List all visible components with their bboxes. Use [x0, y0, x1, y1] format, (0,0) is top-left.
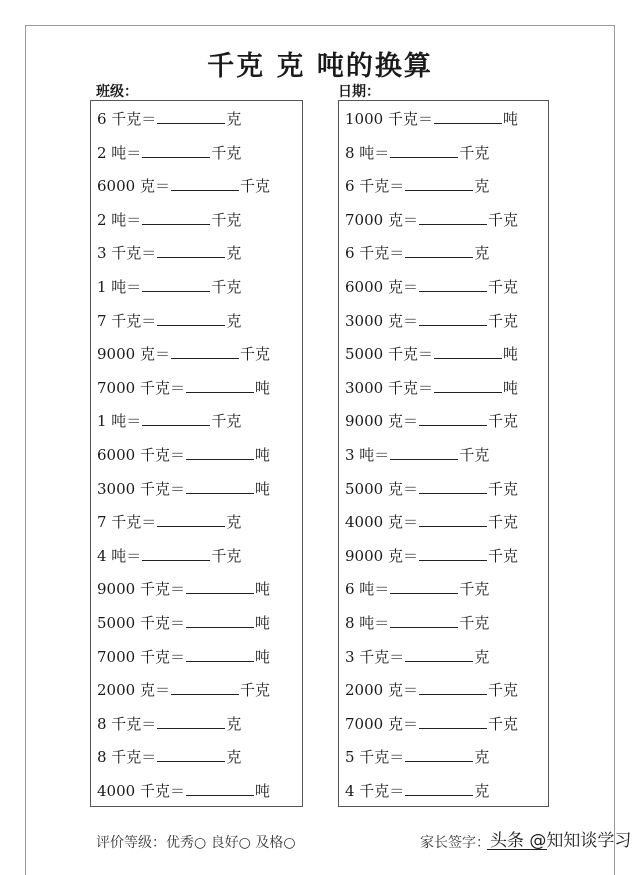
question-row: [97, 209, 241, 231]
answer-blank[interactable]: [186, 478, 254, 494]
answer-unit: 克: [474, 177, 490, 196]
question-row: [97, 780, 270, 802]
answer-unit: 千克: [459, 143, 490, 162]
answer-blank[interactable]: [405, 780, 473, 796]
question-row: [97, 310, 241, 332]
question-row: [97, 612, 270, 634]
question-expression: 7000 克＝: [345, 714, 418, 733]
answer-unit: 克: [226, 311, 242, 330]
question-expression: 3000 千克＝: [97, 479, 185, 498]
answer-unit: 克: [226, 244, 242, 263]
question-row: [345, 746, 489, 768]
answer-blank[interactable]: [142, 545, 210, 561]
question-row: [345, 612, 489, 634]
question-expression: 9000 克＝: [345, 412, 418, 431]
answer-unit: 千克: [211, 412, 242, 431]
question-row: [97, 410, 241, 432]
answer-blank[interactable]: [186, 444, 254, 460]
answer-blank[interactable]: [405, 646, 473, 662]
answer-blank[interactable]: [419, 310, 487, 326]
answer-unit: 千克: [487, 412, 518, 431]
question-row: [97, 679, 270, 701]
answer-blank[interactable]: [186, 780, 254, 796]
answer-blank[interactable]: [419, 511, 487, 527]
question-expression: 6000 克＝: [97, 177, 170, 196]
question-row: [345, 679, 518, 701]
answer-blank[interactable]: [405, 746, 473, 762]
answer-blank[interactable]: [142, 142, 210, 158]
answer-blank[interactable]: [390, 142, 458, 158]
answer-unit: 吨: [254, 479, 270, 498]
question-expression: 1 吨＝: [97, 278, 142, 296]
answer-unit: 千克: [211, 143, 242, 162]
answer-blank[interactable]: [186, 377, 254, 393]
question-expression: 9000 克＝: [97, 345, 170, 364]
answer-blank[interactable]: [157, 242, 225, 258]
question-expression: 4000 千克＝: [97, 782, 185, 800]
answer-unit: 千克: [487, 278, 518, 296]
question-row: [97, 175, 270, 197]
answer-unit: 千克: [211, 546, 242, 565]
question-expression: 6 千克＝: [97, 110, 157, 128]
answer-unit: 吨: [254, 782, 270, 800]
source-watermark: 头条 @知知谈学习: [490, 831, 632, 851]
page-title: 千克 克 吨的换算: [207, 51, 433, 82]
question-row: [345, 310, 518, 332]
answer-blank[interactable]: [419, 410, 487, 426]
question-row: [345, 444, 489, 466]
question-expression: 3000 千克＝: [345, 378, 433, 397]
answer-blank[interactable]: [419, 209, 487, 225]
answer-unit: 千克: [239, 177, 270, 196]
question-row: [97, 108, 241, 130]
answer-unit: 千克: [459, 580, 490, 599]
answer-unit: 吨: [502, 110, 518, 128]
question-expression: 6000 克＝: [345, 278, 418, 296]
question-expression: 5000 千克＝: [345, 345, 433, 364]
answer-blank[interactable]: [419, 679, 487, 695]
answer-unit: 吨: [254, 580, 270, 599]
question-row: [345, 780, 489, 802]
question-row: [97, 242, 241, 264]
question-row: [97, 545, 241, 567]
answer-blank[interactable]: [434, 343, 502, 359]
answer-blank[interactable]: [419, 545, 487, 561]
question-row: [345, 108, 518, 130]
question-expression: 4 千克＝: [345, 782, 405, 800]
answer-blank[interactable]: [390, 578, 458, 594]
answer-unit: 千克: [487, 681, 518, 700]
question-expression: 3 千克＝: [345, 647, 405, 666]
question-expression: 5 千克＝: [345, 748, 405, 767]
answer-unit: 吨: [502, 345, 518, 364]
left-question-column: [90, 100, 303, 807]
question-row: [345, 276, 518, 298]
answer-blank[interactable]: [171, 343, 239, 359]
class-label: 班级：: [96, 84, 138, 100]
answer-blank[interactable]: [157, 713, 225, 729]
question-row: [345, 713, 518, 735]
answer-unit: 克: [474, 647, 490, 666]
question-row: [345, 142, 489, 164]
question-expression: 9000 克＝: [345, 546, 418, 565]
question-row: [97, 746, 241, 768]
answer-unit: 千克: [487, 714, 518, 733]
question-row: [97, 343, 270, 365]
question-row: [345, 545, 518, 567]
question-row: [345, 478, 518, 500]
answer-unit: 克: [226, 110, 242, 128]
answer-unit: 千克: [239, 345, 270, 364]
question-expression: 9000 千克＝: [97, 580, 185, 599]
question-expression: 6 吨＝: [345, 580, 390, 599]
answer-blank[interactable]: [142, 276, 210, 292]
question-expression: 2000 克＝: [345, 681, 418, 700]
answer-blank[interactable]: [186, 578, 254, 594]
answer-blank[interactable]: [405, 175, 473, 191]
question-expression: 7 千克＝: [97, 513, 157, 532]
question-row: [97, 511, 241, 533]
question-expression: 5000 克＝: [345, 479, 418, 498]
answer-unit: 吨: [254, 647, 270, 666]
answer-blank[interactable]: [434, 377, 502, 393]
answer-blank[interactable]: [390, 612, 458, 628]
answer-unit: 千克: [459, 446, 490, 464]
answer-unit: 克: [474, 782, 490, 800]
question-row: [345, 578, 489, 600]
answer-blank[interactable]: [157, 310, 225, 326]
answer-unit: 克: [474, 244, 490, 263]
answer-unit: 吨: [254, 614, 270, 632]
answer-blank[interactable]: [171, 679, 239, 695]
question-row: [97, 578, 270, 600]
answer-blank[interactable]: [157, 108, 225, 124]
question-row: [345, 343, 518, 365]
date-label: 日期：: [338, 84, 380, 100]
question-expression: 5000 千克＝: [97, 614, 185, 632]
answer-blank[interactable]: [390, 444, 458, 460]
question-expression: 2 吨＝: [97, 210, 142, 229]
answer-unit: 克: [474, 748, 490, 767]
question-expression: 2 吨＝: [97, 143, 142, 162]
rating-line: 评价等级：优秀○ 良好○ 及格○: [96, 835, 296, 851]
answer-unit: 千克: [211, 210, 242, 229]
answer-blank[interactable]: [419, 713, 487, 729]
answer-unit: 千克: [211, 278, 242, 296]
answer-unit: 千克: [459, 614, 490, 632]
answer-unit: 千克: [487, 479, 518, 498]
question-expression: 6000 千克＝: [97, 446, 185, 464]
answer-unit: 千克: [239, 681, 270, 700]
question-row: [97, 377, 270, 399]
question-row: [345, 511, 518, 533]
answer-unit: 千克: [487, 311, 518, 330]
question-row: [345, 175, 489, 197]
question-expression: 4000 克＝: [345, 513, 418, 532]
answer-blank[interactable]: [419, 276, 487, 292]
answer-blank[interactable]: [142, 410, 210, 426]
question-expression: 6 千克＝: [345, 244, 405, 263]
answer-unit: 千克: [487, 513, 518, 532]
answer-blank[interactable]: [157, 746, 225, 762]
question-row: [97, 646, 270, 668]
answer-blank[interactable]: [405, 242, 473, 258]
question-row: [97, 478, 270, 500]
question-row: [97, 276, 241, 298]
question-expression: 1 吨＝: [97, 412, 142, 431]
question-expression: 2000 克＝: [97, 681, 170, 700]
question-expression: 3 吨＝: [345, 446, 390, 464]
question-expression: 3000 克＝: [345, 311, 418, 330]
question-row: [345, 377, 518, 399]
answer-unit: 千克: [487, 546, 518, 565]
question-expression: 7000 千克＝: [97, 647, 185, 666]
question-row: [345, 410, 518, 432]
question-expression: 1000 千克＝: [345, 110, 433, 128]
answer-unit: 克: [226, 714, 242, 733]
question-expression: 4 吨＝: [97, 546, 142, 565]
question-expression: 7 千克＝: [97, 311, 157, 330]
question-row: [97, 444, 270, 466]
question-expression: 8 吨＝: [345, 614, 390, 632]
answer-unit: 吨: [254, 378, 270, 397]
answer-unit: 克: [226, 513, 242, 532]
answer-unit: 千克: [487, 210, 518, 229]
question-row: [97, 142, 241, 164]
question-row: [97, 713, 241, 735]
question-row: [345, 209, 518, 231]
answer-blank[interactable]: [142, 209, 210, 225]
answer-unit: 吨: [502, 378, 518, 397]
parent-signature-label: 家长签字：: [420, 835, 490, 851]
right-question-column: [338, 100, 549, 807]
answer-blank[interactable]: [157, 511, 225, 527]
question-expression: 8 千克＝: [97, 714, 157, 733]
question-row: [345, 242, 489, 264]
answer-unit: 吨: [254, 446, 270, 464]
question-expression: 8 吨＝: [345, 143, 390, 162]
question-expression: 7000 千克＝: [97, 378, 185, 397]
answer-blank[interactable]: [186, 646, 254, 662]
answer-blank[interactable]: [419, 478, 487, 494]
answer-unit: 克: [226, 748, 242, 767]
question-expression: 3 千克＝: [97, 244, 157, 263]
answer-blank[interactable]: [171, 175, 239, 191]
question-expression: 6 千克＝: [345, 177, 405, 196]
question-expression: 8 千克＝: [97, 748, 157, 767]
question-row: [345, 646, 489, 668]
answer-blank[interactable]: [186, 612, 254, 628]
question-expression: 7000 克＝: [345, 210, 418, 229]
answer-blank[interactable]: [434, 108, 502, 124]
